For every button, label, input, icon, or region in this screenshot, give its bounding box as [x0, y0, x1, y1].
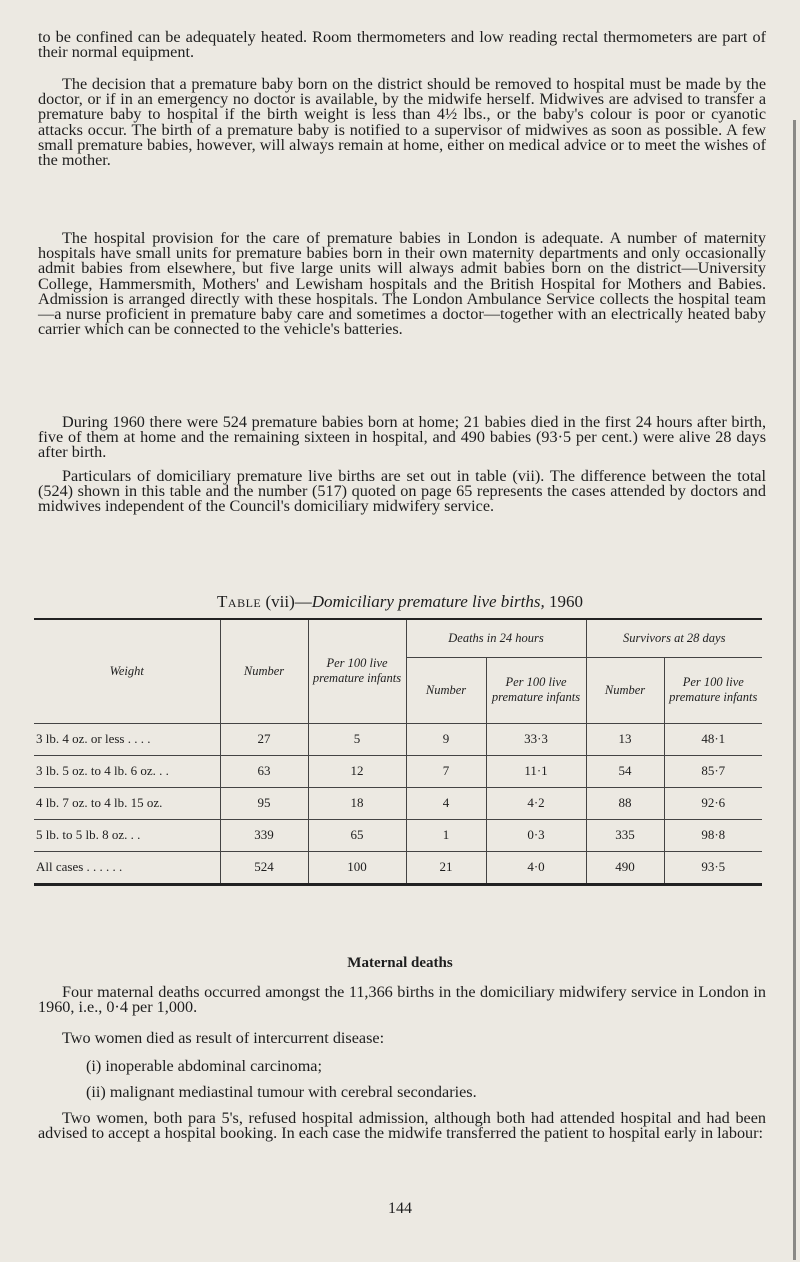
- cell-deaths-per100: 4·2: [486, 787, 586, 819]
- cell-survivors-per100: 93·5: [664, 851, 762, 884]
- header-weight: Weight: [34, 619, 220, 723]
- section-heading-maternal-deaths: Maternal deaths: [347, 955, 453, 971]
- cell-number: 27: [220, 723, 308, 755]
- paragraph-maternal-deaths: Four maternal deaths occurred amongst the 11,366 births in the domiciliary midwifery service in London in 1960, i.e., 0·4 per 1,000.: [38, 983, 766, 1017]
- header-deaths-per100: Per 100 live premature infants: [486, 657, 586, 723]
- table-title-number: (vii)—: [265, 592, 312, 611]
- header-survivors: Survivors at 28 days: [586, 619, 762, 657]
- cell-survivors-per100: 98·8: [664, 819, 762, 851]
- cell-per100: 5: [308, 723, 406, 755]
- cell-deaths-number: 1: [406, 819, 486, 851]
- cell-deaths-number: 7: [406, 755, 486, 787]
- paragraph-1960-births: During 1960 there were 524 premature babies born at home; 21 babies died in the first 24 hours after birth, five of them at home and the remaining sixteen in hospital, and 490 babies (93·5 per cent.) were alive 28 days after birth.: [38, 413, 766, 462]
- table-title: [0, 592, 800, 612]
- paragraph-hospital-decision: The decision that a premature baby born on the district should be removed to hospital must be made by the doctor, or if in an emergency no doctor is available, by the midwife herself. Midwives are advised to transfer a premature baby to hospital if the birth weight is less than 4½ lbs., or the baby's colour is poor or cyanotic attacks occur. The birth of a premature baby is notified to a supervisor of midwives as soon as possible. A few small premature babies, however, will always remain at home, either on medical advice or to meet the wishes of the mother.: [38, 75, 766, 170]
- cell-per100: 65: [308, 819, 406, 851]
- cell-survivors-number: 13: [586, 723, 664, 755]
- header-per100: Per 100 live premature infants: [308, 619, 406, 723]
- header-number: Number: [220, 619, 308, 723]
- list-item: (i) inoperable abdominal carcinoma;: [86, 1057, 322, 1075]
- cell-weight: 5 lb. to 5 lb. 8 oz. . .: [34, 819, 220, 851]
- table-row: [34, 755, 762, 787]
- cell-deaths-number: 21: [406, 851, 486, 884]
- cell-weight: 4 lb. 7 oz. to 4 lb. 15 oz.: [34, 787, 220, 819]
- cell-number: 95: [220, 787, 308, 819]
- cell-survivors-number: 54: [586, 755, 664, 787]
- cell-deaths-per100: 33·3: [486, 723, 586, 755]
- cell-survivors-per100: 92·6: [664, 787, 762, 819]
- cell-weight: 3 lb. 4 oz. or less . . . .: [34, 723, 220, 755]
- cell-per100: 12: [308, 755, 406, 787]
- cell-deaths-number: 9: [406, 723, 486, 755]
- cell-deaths-per100: 0·3: [486, 819, 586, 851]
- cell-deaths-per100: 11·1: [486, 755, 586, 787]
- table-row: [34, 787, 762, 819]
- header-survivors-number: Number: [586, 657, 664, 723]
- paragraph-table-particulars: Particulars of domiciliary premature live births are set out in table (vii). The difference between the total (524) shown in this table and the number (517) quoted on page 65 represents the cases attended by doctors and midwives independent of the Council's domiciliary midwifery service.: [38, 467, 766, 516]
- table-row-total: [34, 851, 762, 884]
- cell-number: 524: [220, 851, 308, 884]
- paragraph-hospital-provision: The hospital provision for the care of premature babies in London is adequate. A number of maternity hospitals have small units for premature babies born in their own maternity departments and only occasionally admit babies from elsewhere, but five large units will always admit babies born on the district—University College, Hammersmith, Mothers' and Lewisham hospitals and the British Hospital for Mothers and Babies. Admission is arranged directly with these hospitals. The London Ambulance Service collects the hospital team—a nurse proficient in premature baby care and sometimes a doctor—together with an electrically heated baby carrier which can be connected to the vehicle's batteries.: [38, 229, 766, 339]
- cell-survivors-per100: 48·1: [664, 723, 762, 755]
- header-survivors-per100: Per 100 live premature infants: [664, 657, 762, 723]
- paragraph-heating: to be confined can be adequately heated. Room thermometers and low reading rectal thermometers are part of their normal equipment.: [38, 28, 766, 62]
- cell-per100: 18: [308, 787, 406, 819]
- table-title-prefix: Table: [217, 592, 262, 611]
- header-deaths: Deaths in 24 hours: [406, 619, 586, 657]
- cell-survivors-per100: 85·7: [664, 755, 762, 787]
- list-item: (ii) malignant mediastinal tumour with cerebral secondaries.: [86, 1083, 477, 1101]
- cell-number: 63: [220, 755, 308, 787]
- cell-per100: 100: [308, 851, 406, 884]
- cell-deaths-per100: 4·0: [486, 851, 586, 884]
- cell-survivors-number: 490: [586, 851, 664, 884]
- cell-weight: All cases . . . . . .: [34, 851, 220, 884]
- cell-survivors-number: 335: [586, 819, 664, 851]
- page-number: 144: [388, 1200, 412, 1217]
- page-edge-shadow: [793, 120, 796, 1260]
- paragraph-intercurrent: Two women died as result of intercurrent disease:: [62, 1029, 385, 1047]
- table-row: [34, 819, 762, 851]
- premature-births-table: [34, 618, 762, 886]
- table-title-italic: Domiciliary premature live births,: [311, 592, 545, 611]
- table-title-year: 1960: [544, 592, 583, 611]
- table-row: [34, 723, 762, 755]
- header-deaths-number: Number: [406, 657, 486, 723]
- cell-weight: 3 lb. 5 oz. to 4 lb. 6 oz. . .: [34, 755, 220, 787]
- cell-survivors-number: 88: [586, 787, 664, 819]
- cell-deaths-number: 4: [406, 787, 486, 819]
- cell-number: 339: [220, 819, 308, 851]
- paragraph-refused-admission: Two women, both para 5's, refused hospital admission, although both had attended hospital and had been advised to accept a hospital booking. In each case the midwife transferred the patient to hospital early in labour:: [38, 1109, 766, 1143]
